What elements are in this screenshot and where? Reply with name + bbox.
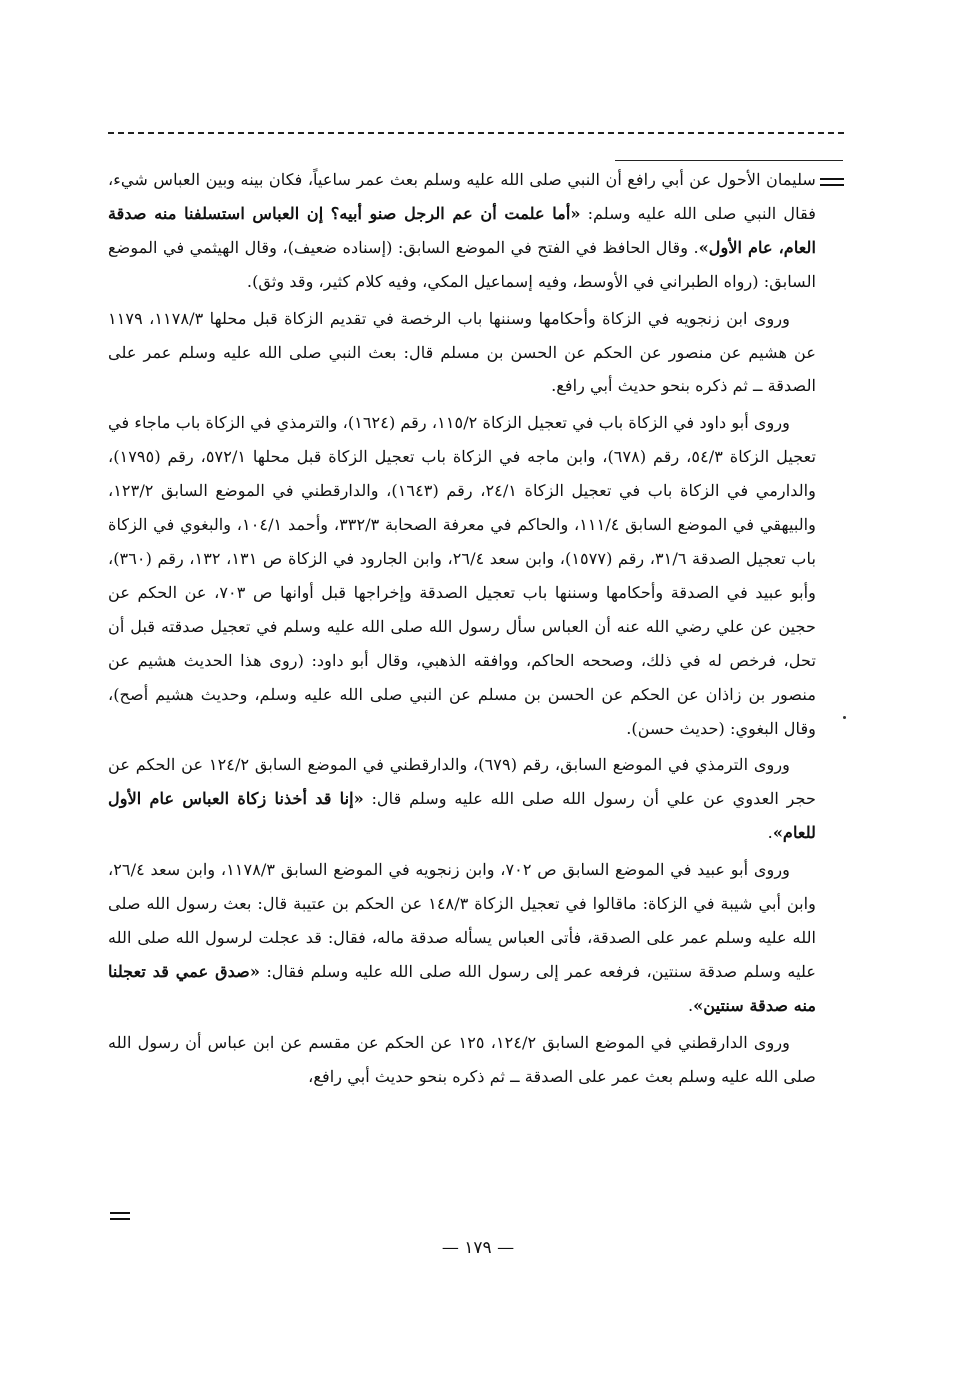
- paragraph-1: [108, 163, 816, 299]
- para5-text-a: وروى أبو عبيد في الموضع السابق ص ٧٠٢، وابن زنجويه في الموضع السابق ١١٧٨/٣، وابن سعد ٢٦/٤، وابن أبي شيبة في الزكاة: ماقالوا في تعجيل الزكاة ١٤٨/٣ عن الحكم بن عتيبة قال: بعث رسول الله صلى الله عليه وسلم عمر على الصدقة، فأتى العباس يسأله صدقة ماله، فقال: قد عجلت لرسول الله صلى الله عليه وسلم صدقة سنتين، فرفعه عمر إلى رسول الله صلى الله عليه وسلم فقال:: [108, 860, 816, 981]
- para1-hadith-quote: «أما علمت أن عم الرجل صنو أبيه؟ إن العباس استسلفنا منه صدقة العام، عام الأول»: [108, 203, 816, 257]
- paragraph-2: [108, 302, 816, 404]
- dashed-separator: [108, 132, 844, 134]
- para4-text-a: وروى الترمذي في الموضع السابق، رقم (٦٧٩)، والدارقطني في الموضع السابق ١٢٤/٢ عن الحكم عن حجر العدوي عن علي أن رسول الله صلى الله عليه وسلم قال:: [108, 755, 817, 809]
- footnote-rule: [615, 160, 843, 161]
- continuation-marker-top: [820, 178, 844, 190]
- para5-hadith-quote: «صدق عمي قد تعجلنا منه صدقة سنتين»: [108, 961, 816, 1015]
- para1-text-a: سليمان الأحول عن أبي رافع أن النبي صلى الله عليه وسلم بعث عمر ساعياً، فكان بينه وبين العباس شيء، فقال النبي صلى الله عليه وسلم:: [108, 170, 817, 223]
- para1-text-b: . وقال الحافظ في الفتح في الموضع السابق: (إسناده ضعيف)، وقال الهيثمي في الموضع السابق: (رواه الطبراني في الأوسط، وفيه إسماعيل المكي، وفيه كلام كثير، وقد وثق).: [108, 237, 816, 291]
- para5-text-b: .: [688, 995, 694, 1015]
- para3-text: وروى أبو داود في الزكاة باب في تعجيل الزكاة ١١٥/٢، رقم (١٦٢٤)، والترمذي في الزكاة باب ماجاء في تعجيل الزكاة ٥٤/٣، رقم (٦٧٨)، وابن ماجه في الزكاة باب تعجيل الزكاة قبل محلها ٥٧٢/١، رقم (١٧٩٥)، والدارمي في الزكاة باب في تعجيل الزكاة ٢٤/١، رقم (١٦٤٣)، والدارقطني في الموضع السابق ١٢٣/٢، والبيهقي في الموضع السابق ١١١/٤، والحاكم في معرفة الصحابة ٣٣٢/٣، وأحمد ١٠٤/١، والبغوي في الزكاة باب تعجيل الصدقة ٣١/٦، رقم (١٥٧٧)، وابن سعد ٢٦/٤، وابن الجارود في الزكاة ص ١٣١، ١٣٢، رقم (٣٦٠)، وأبو عبيد في الصدقة وأحكامها وسننها باب تعجيل الصدقة وإخراجها قبل أوانها ص ٧٠٣، عن الحكم عن حجين عن علي رضي الله عنه أن العباس سأل رسول الله صلى الله عليه وسلم في تعجيل صدقته قبل أن تحل، فرخص له في ذلك، وصححه الحاكم، ووافقه الذهبي، وقال أبو داود: (روى هذا الحديث هشيم عن منصور بن زاذان عن الحكم عن الحسن بن مسلم عن النبي صلى الله عليه وسلم، وحديث هشيم أصح)، وقال البغوي: (حديث حسن).: [108, 413, 816, 738]
- para4-text-b: .: [767, 823, 773, 843]
- footnote-text: [108, 163, 816, 1096]
- para6-text: وروى الدارقطني في الموضع السابق ١٢٤/٢، ١٢٥ عن الحكم عن مقسم عن ابن عباس أن رسول الله صلى الله عليه وسلم بعث عمر على الصدقة ــ ثم ذكره بنحو حديث أبي رافع،: [108, 1032, 816, 1086]
- paragraph-3: [108, 406, 816, 745]
- paragraph-5: [108, 853, 816, 1023]
- para2-text: وروى ابن زنجويه في الزكاة وأحكامها وسننها باب الرخصة في تقديم الزكاة قبل محلها ١١٧٨/٣، ١١٧٩ عن هشيم عن منصور عن الحكم عن الحسن بن مسلم قال: بعث النبي صلى الله عليه وسلم عمر على الصدقة ــ ثم ذكره بنحو حديث أبي رافع.: [108, 308, 816, 396]
- paragraph-4: [108, 748, 816, 850]
- margin-dot: [843, 716, 846, 719]
- paragraph-6: [108, 1026, 816, 1094]
- continuation-marker-bottom: [110, 1212, 130, 1224]
- page-number: — ١٧٩ —: [441, 1238, 515, 1258]
- para4-hadith-quote: «إنا قد أخذنا زكاة العباس عام الأول للعام»: [108, 789, 816, 843]
